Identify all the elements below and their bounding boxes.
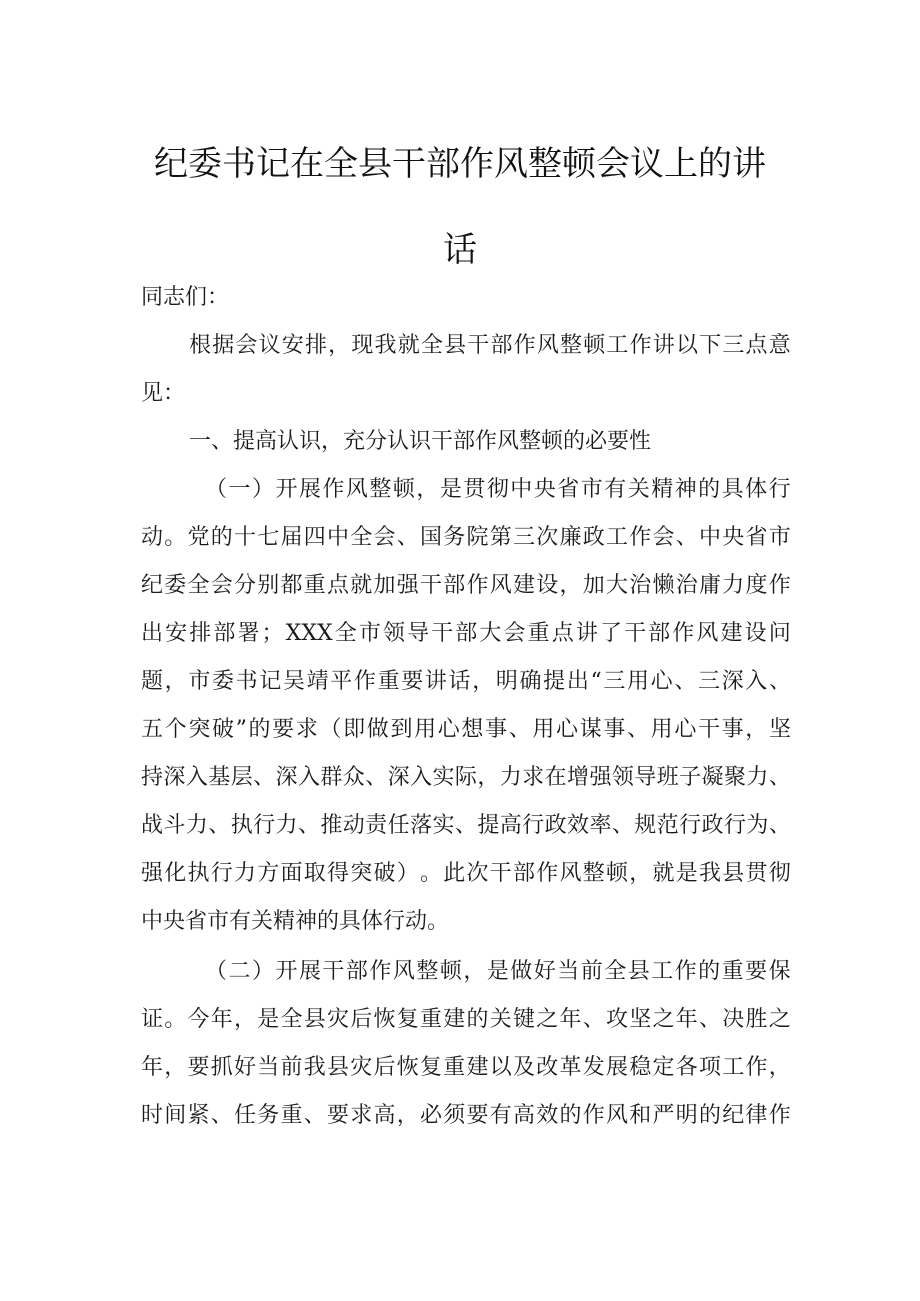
paragraph-line: 年 ， 要 抓 好 当 前 我 县 灾 后 恢 复 重 建 以 及 改 革 发 展 稳 定 各 项 工 作 ， <box>141 1055 791 1080</box>
paragraph-line: （ 一 ） 开 展 作 风 整 顿 ， 是 贯 彻 中 央 省 市 有 关 精 神 的 具 体 行 <box>205 477 791 502</box>
paragraph-line: 强 化 执 行 力 方 面 取 得 突 破 ） 。 此 次 干 部 作 风 整 顿 ， 就 是 我 县 贯 彻 <box>141 861 791 886</box>
paragraph-line: （ 二 ） 开 展 干 部 作 风 整 顿 ， 是 做 好 当 前 全 县 工 作 的 重 要 保 <box>205 959 791 984</box>
paragraph-line: 题 ， 市 委 书 记 吴 靖 平 作 重 要 讲 话 ， 明 确 提 出 “ 三 用 心 、 三 深 入 、 <box>141 669 791 694</box>
intro-line: 根 据 会 议 安 排 ， 现 我 就 全 县 干 部 作 风 整 顿 工 作 讲 以 下 三 点 意 <box>189 333 791 358</box>
document-title-line-1: 纪委书记在全县干部作风整顿会议上的讲 <box>154 144 766 184</box>
paragraph-line: 持 深 入 基 层 、 深 入 群 众 、 深 入 实 际 ， 力 求 在 增 强 领 导 班 子 凝 聚 力 、 <box>141 765 791 790</box>
paragraph-line: 中央省市有关精神的具体行动。 <box>141 909 450 934</box>
paragraph-line: 证 。 今 年 ， 是 全 县 灾 后 恢 复 重 建 的 关 键 之 年 、 攻 坚 之 年 、 决 胜 之 <box>141 1007 791 1032</box>
intro-line: 见： <box>141 381 186 406</box>
paragraph-line: 五 个 突 破 ” 的 要 求 （ 即 做 到 用 心 想 事 、 用 心 谋 事 、 用 心 干 事 ， 坚 <box>141 717 791 742</box>
paragraph-line: 时 间 紧 、 任 务 重 、 要 求 高 ， 必 须 要 有 高 效 的 作 风 和 严 明 的 纪 律 作 <box>141 1103 791 1128</box>
paragraph-line: 动 。 党 的 十 七 届 四 中 全 会 、 国 务 院 第 三 次 廉 政 工 作 会 、 中 央 省 市 <box>141 525 791 550</box>
paragraph-line: 战 斗 力 、 执 行 力 、 推 动 责 任 落 实 、 提 高 行 政 效 率 、 规 范 行 政 行 为 、 <box>141 813 791 838</box>
paragraph-line: 纪 委 全 会 分 别 都 重 点 就 加 强 干 部 作 风 建 设 ， 加 大 治 懒 治 庸 力 度 作 <box>141 573 791 598</box>
salutation: 同志们： <box>141 285 230 310</box>
section-heading: 一、提高认识，充分认识干部作风整顿的必要性 <box>189 429 652 454</box>
document-title-line-2: 话 <box>443 230 477 270</box>
paragraph-line: 出 安 排 部 署 ； XXX 全 市 领 导 干 部 大 会 重 点 讲 了 干 部 作 风 建 设 问 <box>141 621 791 646</box>
